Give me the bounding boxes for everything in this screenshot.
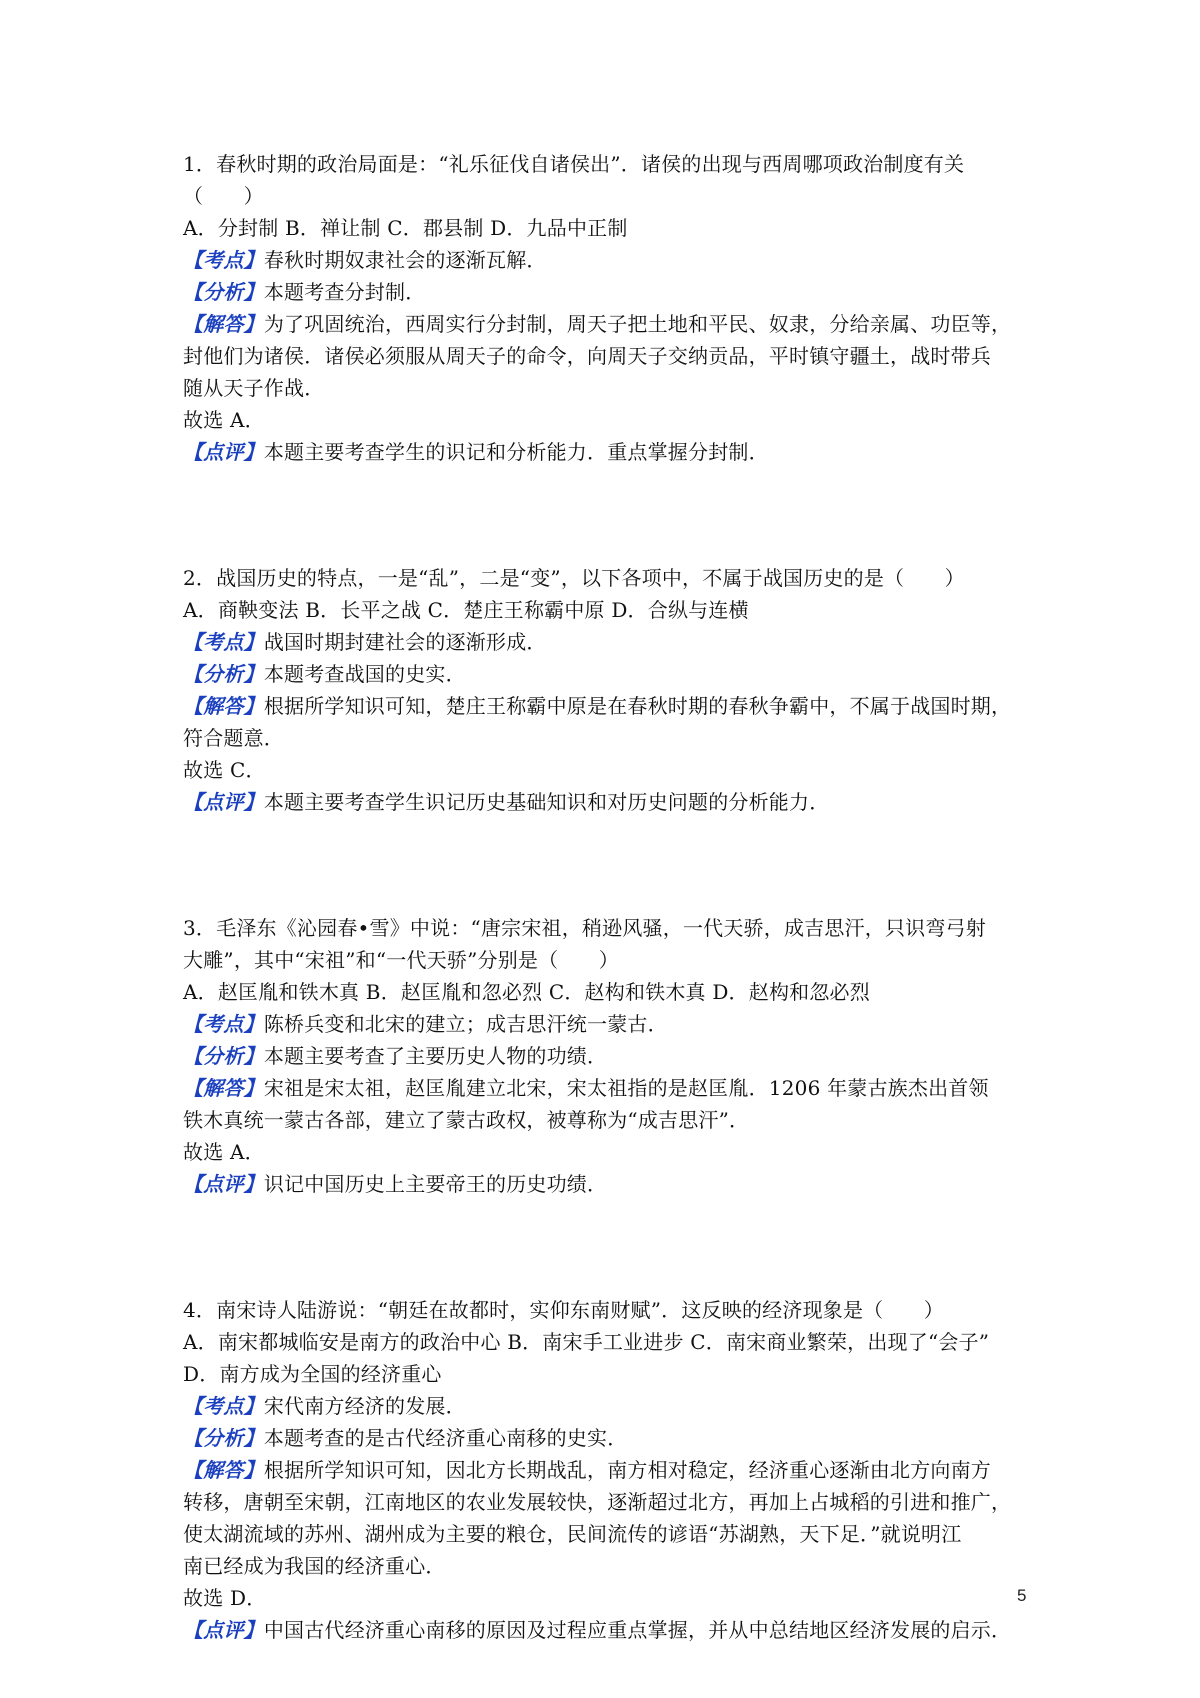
kaodian-row	[183, 1008, 1023, 1040]
answer: 故选 A．	[183, 1140, 265, 1164]
kaodian-text: 宋代南方经济的发展．	[263, 1394, 466, 1418]
dianping-text: 中国古代经济重心南移的原因及过程应重点掌握，并从中总结地区经济发展的启示．	[263, 1618, 1012, 1642]
dianping-tag: 【点评】	[183, 1172, 264, 1196]
dianping-row	[183, 436, 1023, 468]
answer: 故选 D．	[183, 1586, 267, 1610]
kaodian-text: 陈桥兵变和北宋的建立；成吉思汗统一蒙古．	[263, 1012, 668, 1036]
question-options: A．分封制 B．禅让制 C．郡县制 D．九品中正制	[183, 216, 628, 240]
kaodian-row	[183, 626, 1023, 658]
answer: 故选 A．	[183, 408, 265, 432]
fenxi-text: 本题考查战国的史实．	[263, 662, 466, 686]
jieda-tag: 【解答】	[183, 1458, 264, 1482]
dianping-tag: 【点评】	[183, 790, 264, 814]
jieda-row	[183, 690, 1023, 722]
jieda-row	[183, 308, 1023, 340]
jieda-text: 根据所学知识可知，因北方长期战乱，南方相对稳定，经济重心逐渐由北方向南方	[263, 1458, 992, 1482]
kaodian-tag: 【考点】	[183, 630, 264, 654]
fenxi-row	[183, 658, 1023, 690]
jieda-text: 封他们为诸侯．诸侯必须服从周天子的命令，向周天子交纳贡品，平时镇守疆土，战时带兵	[183, 344, 991, 368]
fenxi-text: 本题主要考查了主要历史人物的功绩．	[263, 1044, 608, 1068]
jieda-tag: 【解答】	[183, 312, 264, 336]
question-options: A．商鞅变法 B．长平之战 C．楚庄王称霸中原 D．合纵与连横	[183, 598, 749, 622]
kaodian-text: 战国时期封建社会的逐渐形成．	[263, 630, 547, 654]
question-options: D．南方成为全国的经济重心	[183, 1362, 442, 1386]
dianping-text: 本题主要考查学生识记历史基础知识和对历史问题的分析能力．	[263, 790, 830, 814]
dianping-row	[183, 786, 1023, 818]
jieda-text: 根据所学知识可知，楚庄王称霸中原是在春秋时期的春秋争霸中，不属于战国时期，	[263, 694, 1012, 718]
spacer	[183, 468, 1023, 562]
jieda-text: 南已经成为我国的经济重心．	[183, 1554, 446, 1578]
question-stem: （ ）	[183, 184, 264, 208]
jieda-text: 铁木真统一蒙古各部，建立了蒙古政权，被尊称为“成吉思汗”．	[183, 1108, 750, 1132]
question-3	[183, 912, 1023, 1200]
question-stem: 2．战国历史的特点，一是“乱”，二是“变”，以下各项中，不属于战国历史的是（ ）	[183, 566, 965, 590]
spacer	[183, 1200, 1023, 1294]
fenxi-row	[183, 1422, 1023, 1454]
dianping-text: 识记中国历史上主要帝王的历史功绩．	[263, 1172, 608, 1196]
question-2	[183, 562, 1023, 818]
fenxi-text: 本题考查的是古代经济重心南移的史实．	[263, 1426, 628, 1450]
fenxi-text: 本题考查分封制．	[263, 280, 426, 304]
kaodian-tag: 【考点】	[183, 1012, 264, 1036]
fenxi-row	[183, 1040, 1023, 1072]
jieda-text: 宋祖是宋太祖，赵匡胤建立北宋，宋太祖指的是赵匡胤．1206 年蒙古族杰出首领	[263, 1076, 989, 1100]
fenxi-tag: 【分析】	[183, 1426, 264, 1450]
question-stem: 4．南宋诗人陆游说：“朝廷在故都时，实仰东南财赋”．这反映的经济现象是（ ）	[183, 1298, 944, 1322]
question-stem: 3．毛泽东《沁园春•雪》中说：“唐宗宋祖，稍逊风骚，一代天骄，成吉思汗，只识弯弓射	[183, 916, 986, 940]
jieda-row	[183, 1454, 1023, 1486]
question-4	[183, 1294, 1023, 1646]
question-stem: 大雕”，其中“宋祖”和“一代天骄”分别是（ ）	[183, 948, 619, 972]
dianping-row	[183, 1168, 1023, 1200]
fenxi-tag: 【分析】	[183, 280, 264, 304]
kaodian-tag: 【考点】	[183, 248, 264, 272]
page-number: 5	[1017, 1586, 1027, 1605]
jieda-text: 转移，唐朝至宋朝，江南地区的农业发展较快，逐渐超过北方，再加上占城稻的引进和推广，	[183, 1490, 1012, 1514]
fenxi-tag: 【分析】	[183, 1044, 264, 1068]
question-options: A．南宋都城临安是南方的政治中心 B．南宋手工业进步 C．南宋商业繁荣，出现了“会子”	[183, 1330, 990, 1354]
dianping-tag: 【点评】	[183, 1618, 264, 1642]
kaodian-row	[183, 244, 1023, 276]
jieda-text: 使太湖流域的苏州、湖州成为主要的粮仓，民间流传的谚语“苏湖熟，天下足．”就说明江	[183, 1522, 962, 1546]
jieda-row	[183, 1072, 1023, 1104]
answer: 故选 C．	[183, 758, 266, 782]
jieda-tag: 【解答】	[183, 1076, 264, 1100]
question-stem: 1．春秋时期的政治局面是：“礼乐征伐自诸侯出”．诸侯的出现与西周哪项政治制度有关	[183, 152, 965, 176]
spacer	[183, 818, 1023, 912]
fenxi-tag: 【分析】	[183, 662, 264, 686]
jieda-text: 为了巩固统治，西周实行分封制，周天子把土地和平民、奴隶，分给亲属、功臣等，	[263, 312, 1012, 336]
dianping-row	[183, 1614, 1023, 1646]
kaodian-tag: 【考点】	[183, 1394, 264, 1418]
page-content	[183, 148, 1023, 1646]
question-1	[183, 148, 1023, 468]
jieda-text: 符合题意．	[183, 726, 284, 750]
jieda-tag: 【解答】	[183, 694, 264, 718]
fenxi-row	[183, 276, 1023, 308]
kaodian-text: 春秋时期奴隶社会的逐渐瓦解．	[263, 248, 547, 272]
dianping-tag: 【点评】	[183, 440, 264, 464]
kaodian-row	[183, 1390, 1023, 1422]
dianping-text: 本题主要考查学生的识记和分析能力．重点掌握分封制．	[263, 440, 769, 464]
jieda-text: 随从天子作战．	[183, 376, 325, 400]
question-options: A．赵匡胤和铁木真 B．赵匡胤和忽必烈 C．赵构和铁木真 D．赵构和忽必烈	[183, 980, 870, 1004]
